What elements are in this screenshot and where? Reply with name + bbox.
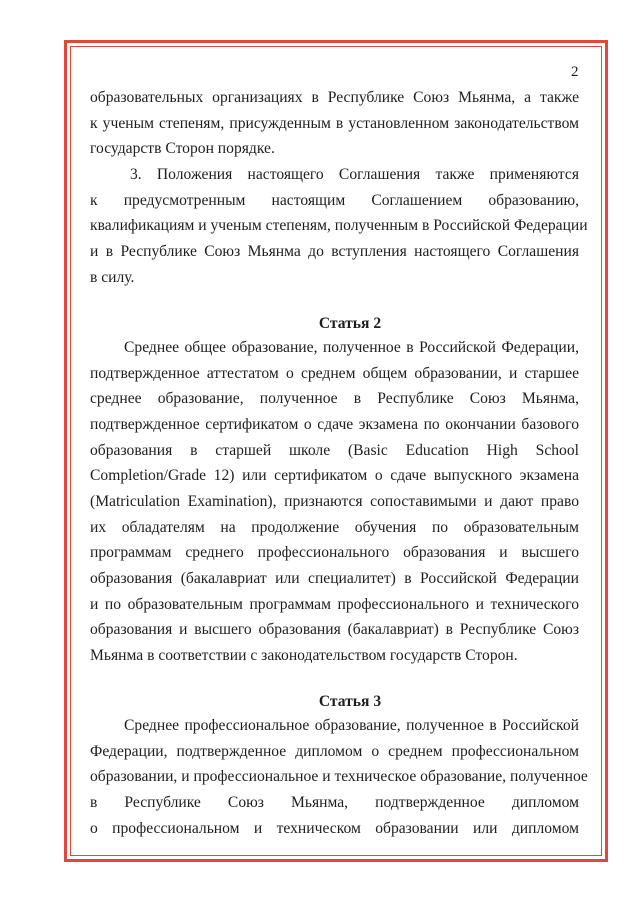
- text-line: к предусмотренным настоящим Соглашением образованию,: [90, 192, 579, 209]
- article-2-heading: Статья 2: [318, 315, 382, 332]
- text-line: в Республике Союз Мьянма, подтвержденное дипломом: [90, 794, 579, 811]
- text-line: среднее образование, полученное в Республике Союз Мьянма,: [90, 390, 579, 407]
- text-line: Среднее общее образование, полученное в Российской Федерации,: [124, 339, 579, 356]
- text-line: и в Республике Союз Мьянма до вступления настоящего Соглашения: [90, 243, 579, 260]
- page-number: 2: [571, 64, 579, 80]
- text-line: о профессиональном и техническом образовании или дипломом: [90, 820, 579, 837]
- text-line: программам среднего профессионального образования и высшего: [90, 544, 579, 561]
- text-line: подтвержденное сертификатом о сдаче экзамена по окончании базового: [90, 416, 579, 433]
- text-line: Мьянма в соответствии с законодательством государств Сторон.: [90, 647, 518, 664]
- text-line: (Matriculation Examination), признаются сопоставимыми и дают право: [90, 493, 579, 510]
- text-line: 3. Положения настоящего Соглашения также применяются: [130, 166, 579, 183]
- text-line: государств Сторон порядке.: [90, 140, 275, 157]
- text-line: их обладателям на продолжение обучения по образовательным: [90, 519, 579, 536]
- text-line: образования (бакалавриат или специалитет) в Российской Федерации: [90, 570, 579, 587]
- text-line: в силу.: [90, 269, 135, 286]
- text-line: и по образовательным программам профессионального и технического: [90, 596, 579, 613]
- text-line: образовании, и профессиональное и техническое образование, полученное: [90, 768, 588, 785]
- text-line: к ученым степеням, присужденным в установленном законодательством: [90, 115, 579, 132]
- article-3-heading: Статья 3: [318, 693, 382, 710]
- text-line: образовательных организациях в Республике Союз Мьянма, а также: [90, 89, 579, 106]
- text-line: образования и высшего образования (бакалавриат) в Республике Союз: [90, 621, 579, 638]
- text-line: Completion/Grade 12) или сертификатом о сдаче выпускного экзамена: [90, 467, 579, 484]
- text-line: Среднее профессиональное образование, полученное в Российской: [124, 717, 579, 734]
- text-line: подтвержденное аттестатом о среднем общем образовании, и старшее: [90, 365, 579, 382]
- text-line: образования в старшей школе (Basic Education High School: [90, 442, 579, 459]
- text-line: квалификациям и ученым степеням, полученным в Российской Федерации: [90, 217, 588, 234]
- text-line: Федерации, подтвержденное дипломом о среднем профессиональном: [90, 743, 579, 760]
